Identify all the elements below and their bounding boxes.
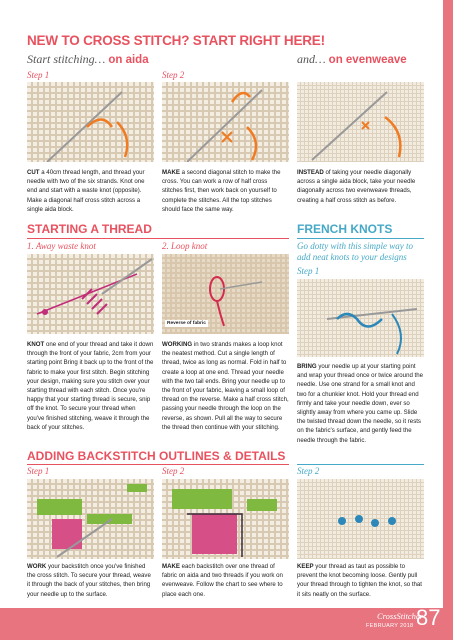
top-col1-lead: CUT: [27, 169, 40, 176]
top-col3-lead: INSTEAD: [297, 169, 324, 176]
reverse-fabric-tag: Reverse of fabric: [167, 321, 206, 326]
waste-knot-lead: KNOT: [27, 341, 45, 348]
french-step2-label: Step 2: [297, 466, 320, 476]
aida-prefix: Start stitching…: [27, 52, 106, 66]
top-col2-body: a second diagonal stitch to make the cross. You can work a row of half cross stitches first, then work back on yourself to complete the stitches. All the top stitches should face the same way.: [162, 169, 281, 213]
french-step2-body: your thread as taut as possible to prevent the knot becoming loose. Gently pull your thread through to tighten the knot, so that it sits neatly on the surface.: [297, 563, 423, 598]
french-step2-text: [297, 562, 424, 599]
top-col2-text: [162, 168, 289, 214]
page-title: NEW TO CROSS STITCH? START RIGHT HERE!: [27, 33, 325, 48]
french-step1-photo: [297, 279, 424, 357]
top-col1-body: a 40cm thread length, and thread your needle with two of the six strands. Knot one end and start with a waste knot (opposite). Make a diagonal half cross stitch across a single aida block.: [27, 169, 145, 213]
french-knots-subtitle: Go dotty with this simple way to add neat knots to your designs: [297, 241, 413, 262]
loop-knot-lead: WORKING: [162, 341, 193, 348]
loop-knot-label: 2. Loop knot: [162, 241, 208, 251]
french-step2-lead: KEEP: [297, 563, 314, 570]
evenweave-photo: [297, 82, 424, 162]
french-knots-heading: FRENCH KNOTS: [297, 222, 393, 236]
backstitch-step2-photo: [162, 479, 289, 559]
footer-page-number: 87: [416, 605, 441, 630]
backstitch-step2-text: [162, 562, 289, 599]
aida-subtitle: [27, 52, 149, 67]
top-col3-body: of taking your needle diagonally across a single aida block, take your needle diagonally across two evenweave threads, creating a half cross stitch as before.: [297, 169, 416, 204]
aida-word: on aida: [108, 54, 149, 66]
evenweave-prefix: and…: [297, 52, 326, 66]
aida-step1-photo: [27, 82, 154, 162]
backstitch-step2-label: Step 2: [162, 466, 185, 476]
backstitch-step1-label: Step 1: [27, 466, 50, 476]
french-step1-body: your needle up at your starting point and wrap your thread once or twice around the needle. Use one strand for a small knot and two for a chunkier knot. Hold your thread end firmly and take your needle down, ever so slightly away from where you came up. Slide the twisted thread down the needle, so it rests on the fabric's surface, and gently feed the needle through the fabric.: [297, 363, 424, 444]
waste-knot-text: [27, 340, 154, 432]
waste-knot-label: 1. Away waste knot: [27, 241, 96, 251]
evenweave-word: on evenweave: [328, 54, 407, 66]
waste-knot-photo: [27, 254, 154, 334]
loop-knot-photo: [162, 254, 289, 334]
french-knots-rule: [297, 238, 424, 239]
french-step2-rule: [297, 464, 424, 465]
french-step2-photo: [297, 479, 424, 559]
footer-date: FEBRUARY 2018: [366, 623, 414, 629]
evenweave-subtitle: [297, 52, 407, 67]
french-step1-lead: BRING: [297, 363, 317, 370]
starting-thread-rule: [27, 238, 289, 239]
loop-knot-body: in two strands makes a loop knot the neatest method. Cut a single length of thread, twice as long as normal. Fold in half to create a loop at one end. Thread your needle with the two tail ends. Bring your needle up to the front of your fabric, leaving a small loop of thread on the reverse. Make a half cross stitch, passing your needle through the loop on the reverse, as shown. Pull all the way to secure the thread then continue with your stitching.: [162, 341, 289, 431]
backstitch-step1-text: [27, 562, 154, 599]
backstitch-step1-lead: WORK: [27, 563, 47, 570]
backstitch-step1-photo: [27, 479, 154, 559]
french-step1-text: [297, 362, 424, 445]
loop-knot-text: [162, 340, 289, 432]
starting-thread-heading: STARTING A THREAD: [27, 222, 152, 236]
backstitch-rule: [27, 464, 289, 465]
waste-knot-body: one end of your thread and take it down through the front of your fabric, 2cm from your starting point Bring it back up to the front of the fabric to make your first stitch. Begin stitching your design, making sure you stitch over your starting thread with each stitch. Once you're happy that your starting thread is secure, snip off the knot. To secure your thread when you've finished stitching, weave it through the back of your stitches.: [27, 341, 154, 431]
top-col1-text: [27, 168, 154, 214]
footer-brand: CrossStitcher: [377, 611, 423, 621]
top-col2-lead: MAKE: [162, 169, 180, 176]
backstitch-step2-lead: MAKE: [162, 563, 180, 570]
backstitch-step1-body: your backstitch once you've finished the cross stitch. To secure your thread, weave it through the back of your stitches, then bring your needle up to the surface.: [27, 563, 151, 598]
top-step1-label: Step 1: [27, 70, 50, 80]
top-step2-label: Step 2: [162, 70, 185, 80]
french-step1-label: Step 1: [297, 266, 320, 276]
aida-step2-photo: [162, 82, 289, 162]
backstitch-heading: ADDING BACKSTITCH OUTLINES & DETAILS: [27, 449, 286, 463]
backstitch-step2-body: each backstitch over one thread of fabric on aida and two threads if you work on evenweave. Follow the chart to see where to place each one.: [162, 563, 283, 598]
top-col3-text: [297, 168, 424, 205]
